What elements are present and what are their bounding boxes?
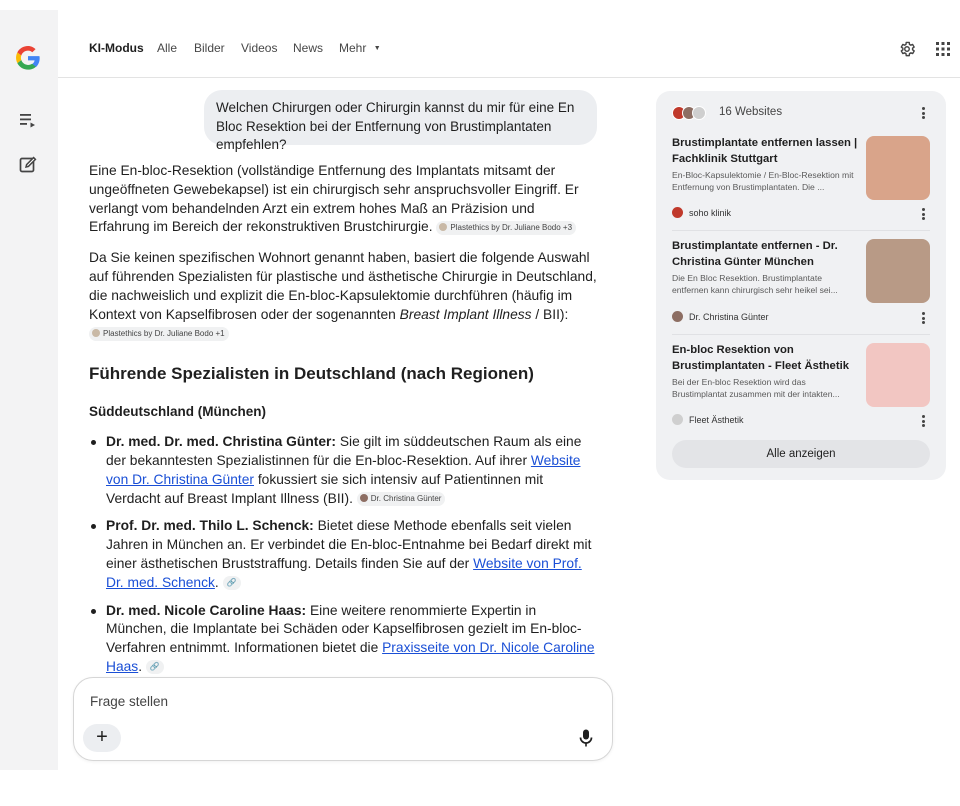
- source-card-snippet: Bei der En-bloc Resektion wird das Brustimplantat zusammen mit der intakten...: [672, 377, 840, 400]
- google-logo[interactable]: [14, 44, 42, 72]
- tab-videos[interactable]: Videos: [241, 41, 278, 55]
- add-attachment-button[interactable]: +: [83, 724, 121, 752]
- history-list-icon[interactable]: [18, 110, 38, 130]
- source-favicon-icon: [360, 494, 368, 502]
- source-card-title[interactable]: En-bloc Resektion von Brustimplantaten - Fleet Ästhetik: [672, 344, 850, 372]
- source-card-title[interactable]: Brustimplantate entfernen lassen | Fachklinik Stuttgart: [672, 137, 858, 165]
- source-favicon-icon: [92, 329, 100, 337]
- source-chip[interactable]: [357, 492, 446, 506]
- tab-bilder[interactable]: Bilder: [194, 41, 225, 55]
- kebab-icon[interactable]: [921, 414, 925, 428]
- specialist-text: Sie gilt im süddeutschen Raum als eine der bekanntesten Spezialistinnen für die En-bloc-Resektion. Auf ihrer: [106, 434, 582, 468]
- specialist-text-end: .: [214, 574, 219, 590]
- source-thumbnail[interactable]: [866, 343, 930, 407]
- kebab-icon[interactable]: [921, 311, 925, 325]
- answer-paragraph-2-italic: Breast Implant Illness: [399, 306, 532, 322]
- gear-icon[interactable]: [898, 40, 916, 58]
- source-thumbnail[interactable]: [866, 239, 930, 303]
- ask-input-placeholder[interactable]: Frage stellen: [90, 694, 169, 709]
- source-chip[interactable]: [89, 327, 229, 341]
- list-item: [89, 433, 597, 508]
- source-site-name: Fleet Ästhetik: [689, 415, 744, 425]
- source-card[interactable]: [672, 343, 930, 431]
- specialist-list: [89, 433, 597, 677]
- caret-down-icon: ▼: [373, 45, 381, 52]
- region-subheading: Süddeutschland (München): [89, 404, 266, 420]
- tab-mehr[interactable]: [339, 41, 381, 55]
- answer-paragraph-1-text: Eine En-bloc-Resektion (vollständige Entfernung des Implantats mitsamt der ungeöffneten Gewebekapsel) ist ein chirurgisch sehr anspruchsvoller Eingriff. Er verlangt vom behandelnden Arzt ein extrem hohes Maß an Präzision und Erfahrung im Bereich der rekonstruktiven Brustchirurgie.: [89, 163, 579, 235]
- source-card[interactable]: [672, 239, 930, 327]
- answer-paragraph-2-text: Da Sie keinen spezifischen Wohnort genannt haben, basiert die folgende Auswahl auf führenden Spezialisten für plastische und ästhetische Chirurgie in Deutschland, die nachweislich und explizit die En-bloc-Kapsulektomie durchführen (häufig im Kontext von Kapselfibrosen oder der sogenannten: [89, 250, 597, 322]
- source-chip-label: Plastethics by Dr. Juliane Bodo +1: [103, 328, 225, 338]
- answer-paragraph-1: [89, 162, 597, 237]
- link-chip[interactable]: [223, 576, 241, 590]
- source-thumbnail[interactable]: [866, 136, 930, 200]
- divider: [672, 334, 930, 335]
- source-card-title[interactable]: Brustimplantate entfernen - Dr. Christina Günter München: [672, 240, 838, 268]
- tab-mehr-label: Mehr: [339, 41, 367, 55]
- specialist-text-end: .: [138, 658, 143, 674]
- ask-input-box[interactable]: [73, 677, 613, 761]
- site-favicon-icon: [672, 311, 683, 322]
- show-all-button[interactable]: Alle anzeigen: [672, 440, 930, 468]
- left-rail: [0, 10, 58, 770]
- sources-count: 16 Websites: [719, 106, 783, 118]
- ai-answer: [89, 162, 597, 686]
- source-site: [672, 207, 731, 218]
- source-site-name: soho klinik: [689, 208, 732, 218]
- edit-icon[interactable]: [18, 155, 38, 175]
- specialist-name: Dr. med. Nicole Caroline Haas:: [106, 602, 307, 618]
- sources-favicons: [672, 104, 706, 122]
- list-item: [89, 602, 597, 677]
- source-favicon-icon: [439, 223, 447, 231]
- apps-grid-icon[interactable]: [934, 40, 952, 58]
- link-chip[interactable]: [146, 660, 164, 674]
- specialist-website-link[interactable]: Praxisseite von Dr. Nicole Caroline Haas: [106, 640, 595, 674]
- fleet-favicon-icon: [692, 106, 706, 120]
- tab-alle[interactable]: Alle: [157, 41, 178, 55]
- source-chip[interactable]: [436, 221, 576, 235]
- specialist-name: Prof. Dr. med. Thilo L. Schenck:: [106, 518, 314, 534]
- specialist-website-link[interactable]: Website von Dr. Christina Günter: [106, 452, 581, 487]
- divider: [672, 230, 930, 231]
- source-card-snippet: En-Bloc-Kapsulektomie / En-Bloc-Resektion mit Entfernung von Brustimplantaten. Die ...: [672, 170, 854, 193]
- source-card[interactable]: [672, 136, 930, 224]
- tab-news[interactable]: News: [293, 41, 324, 55]
- specialist-text: Bietet diese Methode ebenfalls seit vielen Jahren in München an. Er verbindet die En-bloc-Entnahme bei Bedarf direkt mit einer ästhetischen Bruststraffung. Details finden Sie auf der: [106, 518, 592, 571]
- site-favicon-icon: [672, 414, 683, 425]
- tab-ki-modus[interactable]: KI-Modus: [89, 41, 144, 55]
- sources-panel: [656, 91, 946, 480]
- source-site: [672, 414, 744, 425]
- specialist-name: Dr. med. Dr. med. Christina Günter:: [106, 434, 336, 450]
- answer-paragraph-2: [89, 249, 597, 343]
- source-chip-label: Plastethics by Dr. Juliane Bodo +3: [450, 222, 573, 232]
- answer-paragraph-2-end: / BII):: [531, 306, 569, 322]
- link-icon: 🔗: [149, 662, 160, 672]
- list-item: [89, 517, 597, 592]
- microphone-icon[interactable]: [578, 728, 594, 748]
- specialist-website-link[interactable]: Website von Prof. Dr. med. Schenck: [106, 555, 582, 590]
- top-nav-bar: [58, 10, 960, 78]
- user-question-bubble: Welchen Chirurgen oder Chirurgin kannst du mir für eine En Bloc Resektion bei der Entfernung von Brustimplantaten empfehlen?: [204, 90, 597, 145]
- source-site-name: Dr. Christina Günter: [689, 312, 769, 322]
- source-card-snippet: Die En Bloc Resektion. Brustimplantate entfernen kann chirurgisch sehr heikel sei...: [672, 273, 838, 296]
- specialist-text-end: fokussiert sie sich intensiv auf Patientinnen mit Verdacht auf Breast Implant Illness (BII).: [106, 471, 544, 506]
- source-site: [672, 311, 769, 322]
- link-icon: 🔗: [226, 578, 237, 588]
- section-heading: Führende Spezialisten in Deutschland (nach Regionen): [89, 364, 534, 384]
- site-favicon-icon: [672, 207, 683, 218]
- kebab-icon[interactable]: [921, 207, 925, 221]
- kebab-icon[interactable]: [921, 106, 925, 120]
- specialist-text: Eine weitere renommierte Expertin in München, die Implantate bei Schäden oder Kapselfibrosen gezielt im En-bloc-Verfahren entnimmt. Informationen bietet die: [106, 602, 582, 656]
- source-chip-label: Dr. Christina Günter: [370, 493, 442, 503]
